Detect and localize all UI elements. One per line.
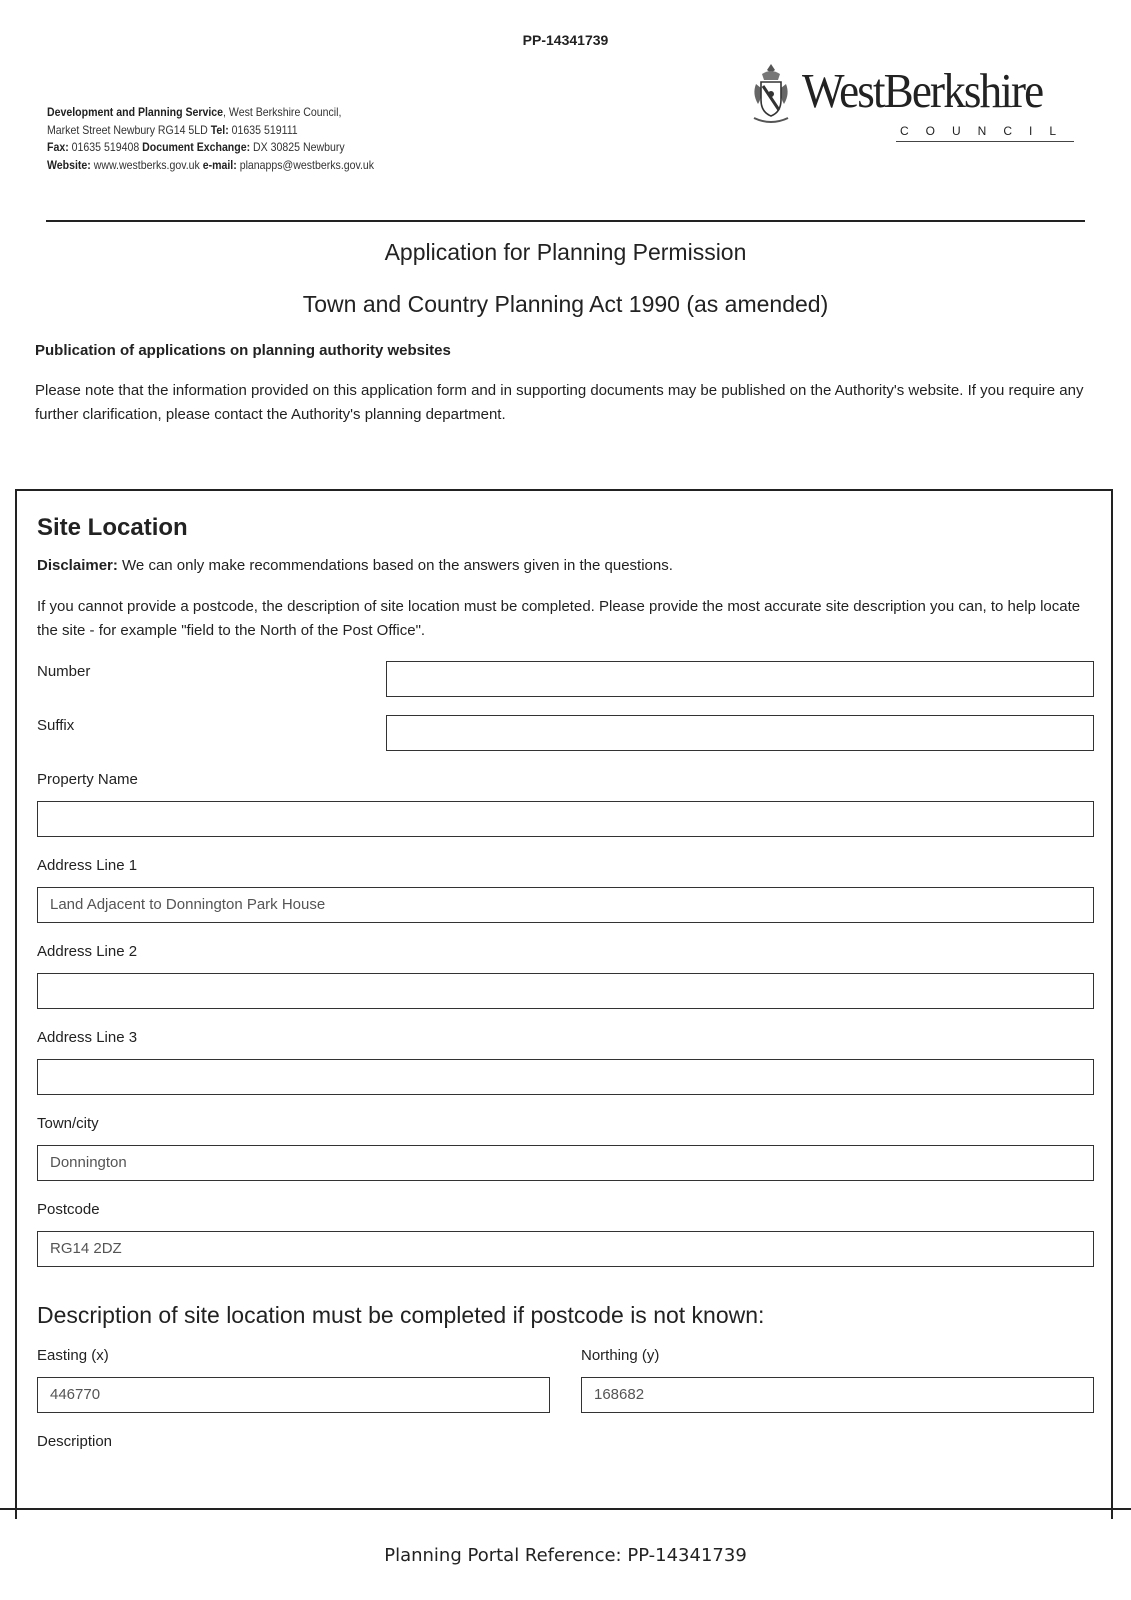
address-line-2-label: Address Line 2	[37, 943, 138, 960]
postcode-field[interactable]: RG14 2DZ	[37, 1231, 1094, 1267]
logo-subtitle: COUNCIL	[900, 124, 1074, 138]
council-contact-details	[47, 104, 374, 174]
easting-field[interactable]: 446770	[37, 1377, 550, 1413]
contact-line-4: Website: www.westberks.gov.uk e-mail: planapps@westberks.gov.uk	[47, 157, 375, 172]
address-line-2-field[interactable]	[37, 973, 1094, 1009]
publication-notice: Please note that the information provided on this application form and in supporting documents may be published on the Authority's website. If you require any further clarification, please contact the Authority's planning department.	[35, 382, 1084, 423]
address-line-1-field[interactable]: Land Adjacent to Donnington Park House	[37, 887, 1094, 923]
address-line-3-field[interactable]	[37, 1059, 1094, 1095]
document-subtitle: Town and Country Planning Act 1990 (as amended)	[302, 291, 829, 317]
easting-label: Easting (x)	[37, 1347, 109, 1364]
description-label: Description	[37, 1433, 113, 1450]
northing-field[interactable]: 168682	[581, 1377, 1094, 1413]
crest-icon	[750, 62, 792, 126]
property-name-field[interactable]	[37, 801, 1094, 837]
header-divider	[46, 220, 1085, 222]
disclaimer: Disclaimer: We can only make recommendations based on the answers given in the questions.	[37, 557, 673, 574]
section-title: Site Location	[37, 514, 188, 541]
document-title: Application for Planning Permission	[384, 239, 747, 265]
site-location-instructions: If you cannot provide a postcode, the description of site location must be completed. Please provide the most accurate site description you can, to help locate the site - for example "field to the North of the Post Office".	[37, 598, 1081, 639]
suffix-field[interactable]	[386, 715, 1094, 751]
contact-line-3: Fax: 01635 519408 Document Exchange: DX 30825 Newbury	[47, 140, 345, 154]
publication-heading: Publication of applications on planning authority websites	[35, 342, 451, 359]
property-name-label: Property Name	[37, 771, 138, 788]
footer-reference: Planning Portal Reference: PP-14341739	[384, 1545, 747, 1566]
number-label: Number	[37, 663, 91, 680]
address-line-3-label: Address Line 3	[37, 1029, 138, 1046]
logo-underline	[896, 141, 1074, 142]
town-city-label: Town/city	[37, 1115, 99, 1132]
number-field[interactable]	[386, 661, 1094, 697]
footer-divider	[0, 1508, 1131, 1510]
northing-label: Northing (y)	[581, 1347, 660, 1364]
postcode-label: Postcode	[37, 1201, 100, 1218]
reference-number: PP-14341739	[522, 32, 609, 48]
logo-wordmark: WestBerkshire	[802, 63, 1043, 118]
town-city-field[interactable]: Donnington	[37, 1145, 1094, 1181]
description-heading: Description of site location must be completed if postcode is not known:	[37, 1302, 765, 1328]
council-logo	[750, 58, 1080, 148]
contact-line-2: Market Street Newbury RG14 5LD Tel: 01635 519111	[47, 122, 298, 137]
contact-line-1: Development and Planning Service, West Berkshire Council,	[47, 105, 342, 119]
suffix-label: Suffix	[37, 717, 75, 734]
address-line-1-label: Address Line 1	[37, 857, 138, 874]
